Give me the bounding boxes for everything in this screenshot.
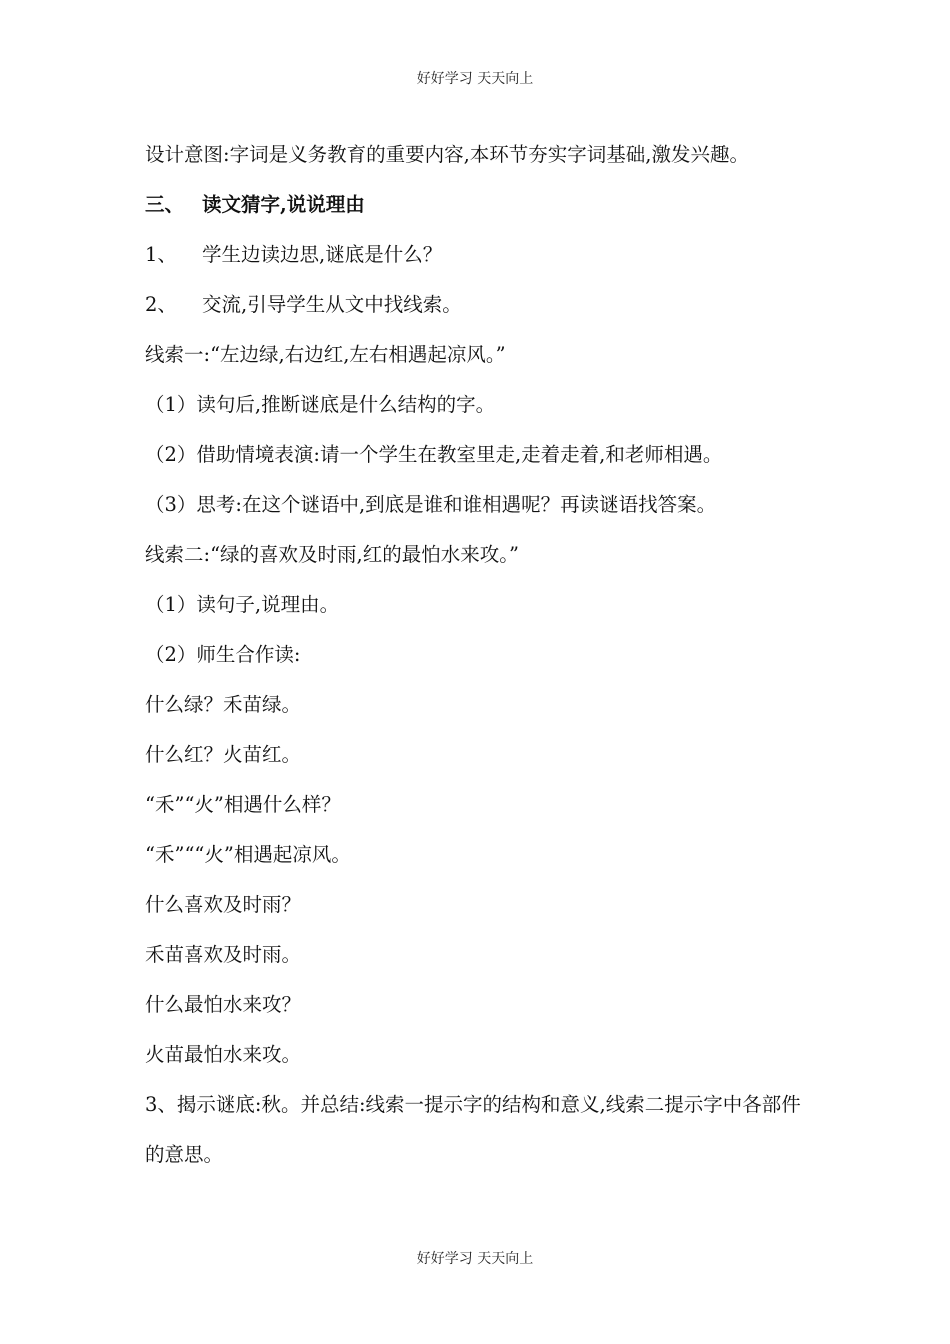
dialogue-line-8: 火苗最怕水来攻。 [145, 1043, 302, 1066]
clue-1-item-1: （1）读句后,推断谜底是什么结构的字。 [145, 393, 496, 416]
section-3-heading [145, 180, 815, 230]
clue-2-item-1: （1）读句子,说理由。 [145, 593, 340, 616]
clue-1-item-3: （3）思考:在这个谜语中,到底是谁和谁相遇呢？再读谜语找答案。 [145, 493, 717, 516]
step-1 [145, 230, 815, 280]
page-footer: 好好学习 天天向上 [416, 1251, 534, 1267]
step-1-text: 学生边读边思,谜底是什么？ [202, 243, 443, 266]
step-2-number: 2、 [145, 293, 177, 316]
dialogue-line-5: 什么喜欢及时雨？ [145, 893, 302, 916]
dialogue-line-6: 禾苗喜欢及时雨。 [145, 943, 302, 966]
step-1-number: 1、 [145, 243, 177, 266]
section-3-number: 三、 [145, 193, 185, 216]
step-2 [145, 280, 815, 330]
document-body [145, 130, 815, 1180]
clue-2-item-2: （2）师生合作读: [145, 643, 301, 666]
page-header: 好好学习 天天向上 [416, 71, 534, 87]
clue-1-item-2: （2）借助情境表演:请一个学生在教室里走,走着走着,和老师相遇。 [145, 443, 723, 466]
dialogue-line-1: 什么绿？禾苗绿。 [145, 693, 302, 716]
clue-2-title: 线索二:“绿的喜欢及时雨,红的最怕水来攻。” [145, 543, 519, 566]
step-2-text: 交流,引导学生从文中找线索。 [202, 293, 462, 316]
clue-1-title: 线索一:“左边绿,右边红,左右相遇起凉风。” [145, 343, 506, 366]
dialogue-line-3: “禾”“火”相遇什么样？ [145, 793, 341, 816]
dialogue-line-2: 什么红？火苗红。 [145, 743, 302, 766]
section-3-title: 读文猜字,说说理由 [202, 193, 365, 216]
dialogue-line-7: 什么最怕水来攻？ [145, 993, 302, 1016]
design-intent-paragraph: 设计意图:字词是义务教育的重要内容,本环节夯实字词基础,激发兴趣。 [145, 143, 749, 166]
dialogue-line-4: “禾”““火”相遇起凉风。 [145, 843, 351, 866]
step-3-paragraph: 3、揭示谜底:秋。并总结:线索一提示字的结构和意义,线索二提示字中各部件的意思。 [145, 1093, 801, 1166]
